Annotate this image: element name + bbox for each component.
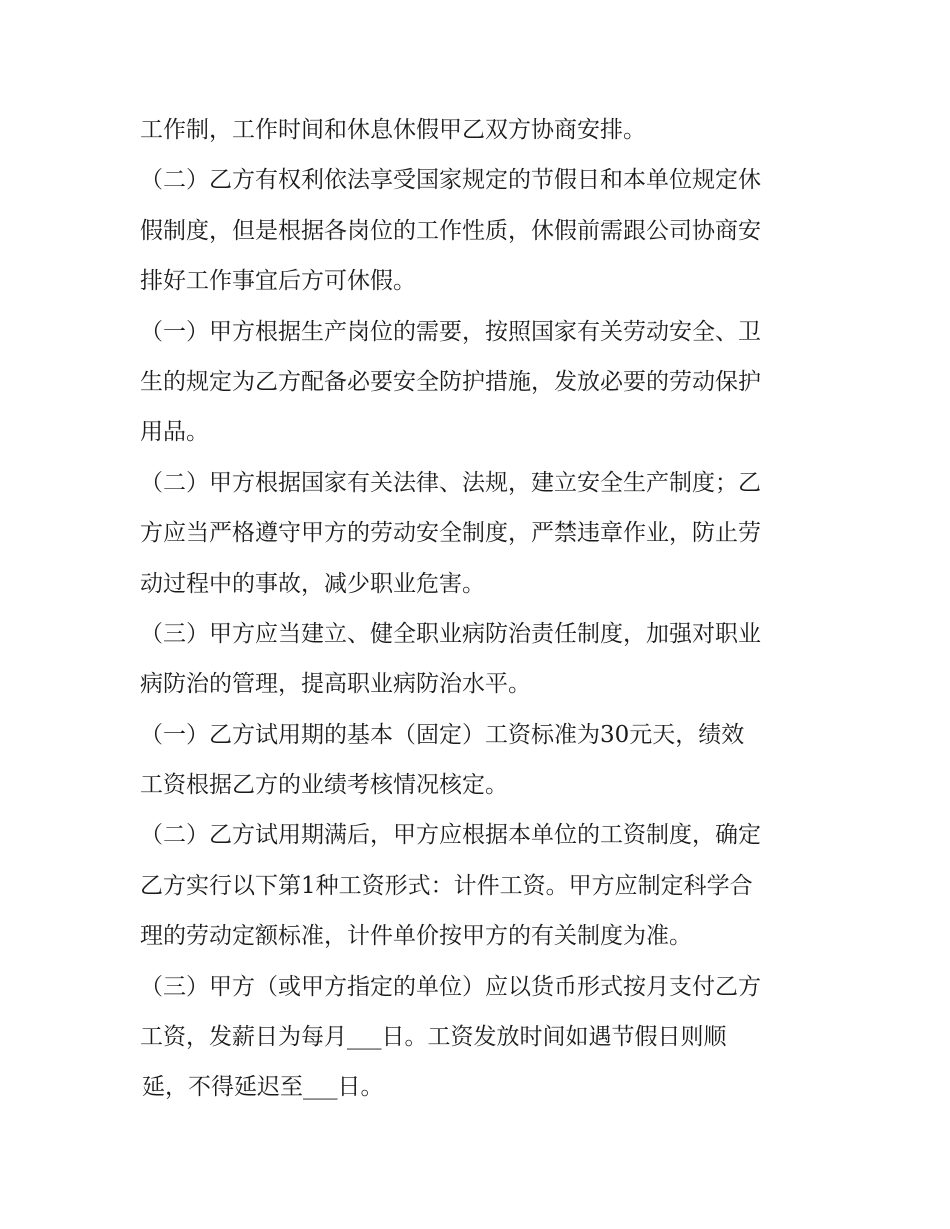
- text-line-18: （三）甲方（或甲方指定的单位）应以货币形式按月支付乙方: [140, 973, 761, 1000]
- text-line-3: 假制度，但是根据各岗位的工作性质，休假前需跟公司协商安: [140, 217, 761, 244]
- text-line-5: （一）甲方根据生产岗位的需要，按照国家有关劳动安全、卫: [140, 318, 761, 345]
- text-line-8: （二）甲方根据国家有关法律、法规，建立安全生产制度；乙: [140, 469, 761, 496]
- document-body: [140, 105, 820, 1113]
- text-line-10: 动过程中的事故，减少职业危害。: [140, 570, 485, 597]
- text-line-15: （二）乙方试用期满后，甲方应根据本单位的工资制度，确定: [140, 822, 761, 849]
- text-line-19: 工资，发薪日为每月___日。工资发放时间如遇节假日则顺: [140, 1024, 727, 1051]
- text-line-12: 病防治的管理，提高职业病防治水平。: [140, 671, 531, 698]
- text-line-11: （三）甲方应当建立、健全职业病防治责任制度，加强对职业: [140, 620, 761, 647]
- text-line-16: 乙方实行以下第1种工资形式：计件工资。甲方应制定科学合: [140, 872, 753, 899]
- text-line-6: 生的规定为乙方配备必要安全防护措施，发放必要的劳动保护: [140, 368, 761, 395]
- text-line-17: 理的劳动定额标准，计件单价按甲方的有关制度为准。: [140, 923, 692, 950]
- text-line-7: 用品。: [140, 419, 209, 446]
- text-line-9: 方应当严格遵守甲方的劳动安全制度，严禁违章作业，防止劳: [140, 520, 761, 547]
- text-line-14: 工资根据乙方的业绩考核情况核定。: [140, 772, 508, 799]
- text-line-13: （一）乙方试用期的基本（固定）工资标准为30元天，绩效: [140, 721, 745, 748]
- text-line-2: （二）乙方有权利依法享受国家规定的节假日和本单位规定休: [140, 167, 761, 194]
- text-line-4: 排好工作事宜后方可休假。: [140, 268, 416, 295]
- text-line-20: 延，不得延迟至___日。: [142, 1074, 384, 1101]
- text-line-1: 工作制，工作时间和休息休假甲乙双方协商安排。: [140, 117, 646, 143]
